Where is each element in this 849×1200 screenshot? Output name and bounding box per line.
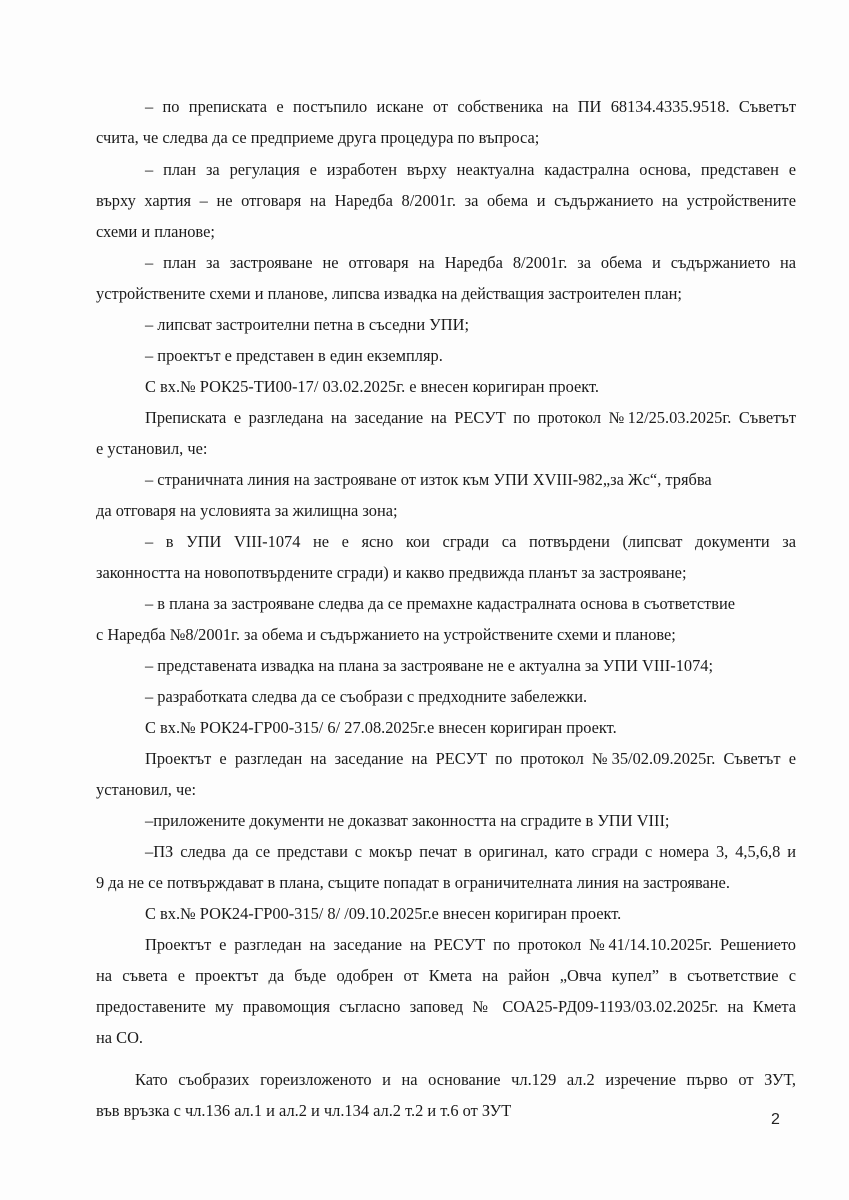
text-line: – представената извадка на плана за застрояване не е актуална за УПИ VIII-1074; [145,656,714,675]
text-line: С вх.№ РОК24-ГР00-315/ 8/ /09.10.2025г.е внесен коригиран проект. [145,904,622,923]
text-line: –ПЗ следва да се представи с мокър печат в оригинал, като сгради с номера 3, 4,5,6,8 и [145,842,796,861]
text-line: е установил, че: [96,439,208,458]
text-line: да отговаря на условията за жилищна зона; [96,501,398,520]
text-line: установил, че: [96,780,197,799]
text-line: Като съобразих гореизложеното и на основание чл.129 ал.2 изречение първо от ЗУТ, [135,1070,796,1089]
text-line: схеми и планове; [96,222,215,241]
text-line: – план за регулация е изработен върху неактуална кадастрална основа, представен е [145,160,796,179]
text-line: – страничната линия на застрояване от изток към УПИ XVIII-982„за Жс“, трябва [145,470,712,489]
text-line: С вх.№ РОК24-ГР00-315/ 6/ 27.08.2025г.е внесен коригиран проект. [145,718,617,737]
text-line: на съвета е проектът да бъде одобрен от Кмета на район „Овча купел” в съответствие с [96,966,796,985]
page-number: 2 [771,1111,780,1128]
text-line: – в УПИ VIII-1074 не е ясно кои сгради са потвърдени (липсват документи за [145,532,796,551]
text-line: – по преписката е постъпило искане от собственика на ПИ 68134.4335.9518. Съветът [145,97,796,116]
text-line: Проектът е разгледан на заседание на РЕСУТ по протокол №35/02.09.2025г. Съветът е [145,749,796,768]
text-line: – разработката следва да се съобрази с предходните забележки. [145,687,588,706]
text-line: с Наредба №8/2001г. за обема и съдържанието на устройствените схеми и планове; [96,625,676,644]
text-line: – в плана за застрояване следва да се премахне кадастралната основа в съответствие [145,594,736,613]
text-line: –приложените документи не доказват законността на сградите в УПИ VIII; [145,811,670,830]
text-line: предоставените му правомощия съгласно заповед № СОА25-РД09-1193/03.02.2025г. на Кмета [96,997,796,1016]
text-line: устройствените схеми и планове, липсва извадка на действащия застроителен план; [96,284,682,303]
text-line: – проектът е представен в един екземпляр. [145,346,443,365]
text-line: Преписката е разгледана на заседание на РЕСУТ по протокол №12/25.03.2025г. Съветът [145,408,796,427]
text-line: – липсват застроителни петна в съседни УПИ; [145,315,470,334]
text-line: във връзка с чл.136 ал.1 и ал.2 и чл.134 ал.2 т.2 и т.6 от ЗУТ [96,1101,512,1120]
text-line: счита, че следва да се предприеме друга процедура по въпроса; [96,128,540,147]
text-line: на СО. [96,1028,144,1047]
text-line: законността на новопотвърдените сгради) и какво предвижда планът за застрояване; [96,563,687,582]
text-line: Проектът е разгледан на заседание на РЕСУТ по протокол №41/14.10.2025г. Решението [145,935,796,954]
text-line: 9 да не се потвърждават в плана, същите попадат в ограничителната линия на застрояване. [96,873,730,892]
text-line: върху хартия – не отговаря на Наредба 8/2001г. за обема и съдържанието на устройствените [96,191,796,210]
text-line: С вх.№ РОК25-ТИ00-17/ 03.02.2025г. е внесен коригиран проект. [145,377,600,396]
text-line: – план за застрояване не отговаря на Наредба 8/2001г. за обема и съдържанието на [145,253,796,272]
